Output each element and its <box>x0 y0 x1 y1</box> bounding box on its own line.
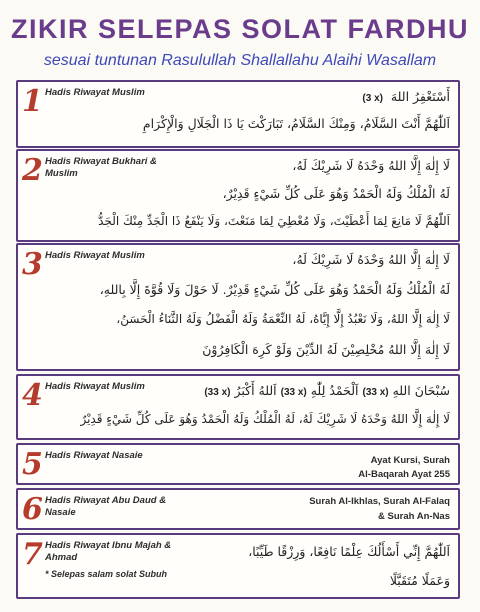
reading-line: Surah Al-Ikhlas, Surah Al-Falaq <box>309 496 450 507</box>
card-number: 5 <box>22 447 43 482</box>
card-number: 3 <box>22 247 43 282</box>
card-number: 2 <box>22 153 43 188</box>
page-title: ZIKIR SELEPAS SOLAT FARDHU <box>10 14 469 44</box>
repeat-count: (33 x) <box>362 387 389 398</box>
repeat-count: (3 x) <box>362 93 383 104</box>
arabic-text: سُبْحَانَ اللهِ <box>392 383 450 398</box>
reading-line: & Surah An-Nas <box>378 511 450 522</box>
arabic-line: لَا إِلٰهَ إِلَّا اللهُ، وَلَا نَعْبُدُ إِلَّا إِيَّاهُ، لَهُ النِّعْمَةُ وَلَهُ الْفَضْلُ وَلَهُ الثَّنَاءُ الْحَسَنُ، <box>116 312 450 326</box>
tasbih-line <box>204 383 450 398</box>
reading-line: Ayat Kursi, Surah <box>370 455 450 466</box>
card-number: 4 <box>22 378 43 413</box>
reading-line: Al-Baqarah Ayat 255 <box>358 469 450 480</box>
arabic-line: اَللّٰهُمَّ أَنْتَ السَّلَامُ، وَمِنْكَ السَّلَامُ، تَبَارَكْتَ يَا ذَا الْجَلَالِ وَالْإِكْرَامِ <box>142 116 450 131</box>
arabic-line: وَعَمَلًا مُتَقَبَّلًا <box>389 573 450 588</box>
arabic-line <box>362 89 450 104</box>
zikir-card-4 <box>16 374 460 440</box>
zikir-card-5 <box>16 443 460 485</box>
arabic-text: أَسْتَغْفِرُ اللهَ <box>390 89 450 104</box>
arabic-line: لَا إِلٰهَ إِلَّا اللهُ وَحْدَهُ لَا شَرِيْكَ لَهُ، <box>292 158 450 173</box>
arabic-line: لَهُ الْمُلْكُ وَلَهُ الْحَمْدُ وَهُوَ عَلَى كُلِّ شَيْءٍ قَدِيْرٌ، <box>222 186 450 201</box>
narrator-label: Hadis Riwayat Muslim <box>45 250 145 261</box>
repeat-count: (33 x) <box>280 387 307 398</box>
narrator-label: Hadis Riwayat Nasaie <box>45 450 143 461</box>
zikir-card-6 <box>16 488 460 530</box>
arabic-text: اَللهُ أَكْبَرُ <box>234 383 277 398</box>
card-number: 6 <box>22 492 43 527</box>
narrator-label: Hadis Riwayat Muslim <box>45 87 145 98</box>
zikir-card-3 <box>16 243 460 371</box>
arabic-line: اَللّٰهُمَّ لَا مَانِعَ لِمَا أَعْطَيْتَ، وَلَا مُعْطِيَ لِمَا مَنَعْتَ، وَلَا يَنْفَعُ ذَا الْجَدِّ مِنْكَ الْجَدُّ <box>98 214 450 228</box>
repeat-count: (33 x) <box>204 387 231 398</box>
arabic-line: لَا إِلٰهَ إِلَّا اللهُ وَحْدَهُ لَا شَرِيْكَ لَهُ، <box>292 252 450 267</box>
footnote: * Selepas salam solat Subuh <box>45 569 168 579</box>
zikir-card-1 <box>16 80 460 148</box>
narrator-label: Hadis Riwayat Ibnu Majah & Ahmad <box>45 540 172 563</box>
arabic-line: لَا إِلٰهَ إِلَّا اللهُ وَحْدَهُ لَا شَرِيْكَ لَهُ، لَهُ الْمُلْكُ وَلَهُ الْحَمْدُ وَهُوَ عَلَى كُلِّ شَيْءٍ قَدِيْرٌ <box>80 412 450 426</box>
card-number: 1 <box>22 84 43 119</box>
narrator-label: Hadis Riwayat Muslim <box>45 381 145 392</box>
arabic-text: اَلْحَمْدُ لِلّٰهِ <box>310 383 359 398</box>
arabic-line: لَا إِلٰهَ إِلَّا اللهُ مُخْلِصِيْنَ لَهُ الدِّيْنَ وَلَوْ كَرِهَ الْكَافِرُوْنَ <box>202 342 450 357</box>
page-subtitle: sesuai tuntunan Rasulullah Shallallahu Alaihi Wasallam <box>43 52 437 69</box>
narrator-label: Hadis Riwayat Bukhari & Muslim <box>45 156 157 179</box>
card-number: 7 <box>22 537 43 572</box>
arabic-line: اَللّٰهُمَّ إِنِّي أَسْأَلُكَ عِلْمًا نَافِعًا، وَرِزْقًا طَيِّبًا، <box>248 544 450 559</box>
zikir-card-2 <box>16 149 460 242</box>
narrator-label: Hadis Riwayat Abu Daud & Nasaie <box>45 495 167 518</box>
arabic-line: لَهُ الْمُلْكُ وَلَهُ الْحَمْدُ وَهُوَ عَلَى كُلِّ شَيْءٍ قَدِيْرٌ. لَا حَوْلَ وَلَا قُوَّةَ إِلَّا بِاللهِ، <box>99 282 450 297</box>
zikir-card-7 <box>16 533 460 599</box>
